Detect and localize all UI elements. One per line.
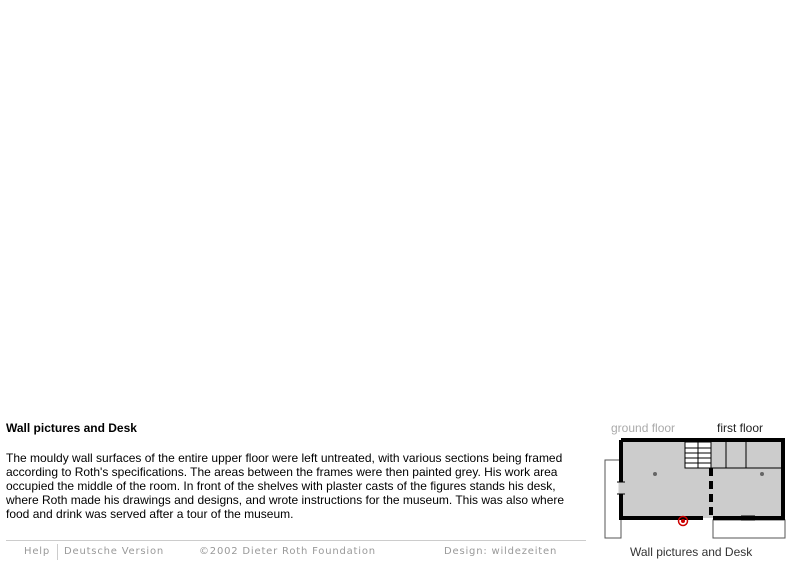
- location-marker-dot: [681, 519, 685, 523]
- help-link[interactable]: Help: [24, 546, 50, 557]
- annex-bottom-right: [713, 520, 785, 538]
- footer-nav: [6, 540, 586, 563]
- footer-divider: [57, 544, 58, 560]
- annex-left: [605, 460, 621, 538]
- tab-first-floor[interactable]: first floor: [717, 421, 764, 435]
- tab-ground-floor[interactable]: ground floor: [611, 421, 676, 435]
- room-point-left[interactable]: [653, 472, 657, 476]
- copyright-text: ©2002 Dieter Roth Foundation: [199, 546, 376, 557]
- floorplan-navigator: [598, 418, 791, 563]
- floorplan-map: [603, 438, 786, 540]
- page-title: Wall pictures and Desk: [6, 421, 137, 435]
- design-credit-link[interactable]: Design: wildezeiten: [444, 546, 558, 557]
- floorplan-caption: Wall pictures and Desk: [630, 545, 753, 559]
- content-area: [6, 421, 581, 521]
- german-version-link[interactable]: Deutsche Version: [64, 546, 165, 557]
- description-text: The mouldy wall surfaces of the entire upper floor were left untreated, with various sections being framed according to Roth's specifications. The areas between the frames were then painted grey. His work area occupied the middle of the room. In front of the shelves with plaster casts of the figures stands his desk, where Roth made his drawings and designs, and wrote instructions for the museum. This was also where food and drink was served after a tour of the museum.: [6, 451, 565, 521]
- room-point-right[interactable]: [760, 472, 764, 476]
